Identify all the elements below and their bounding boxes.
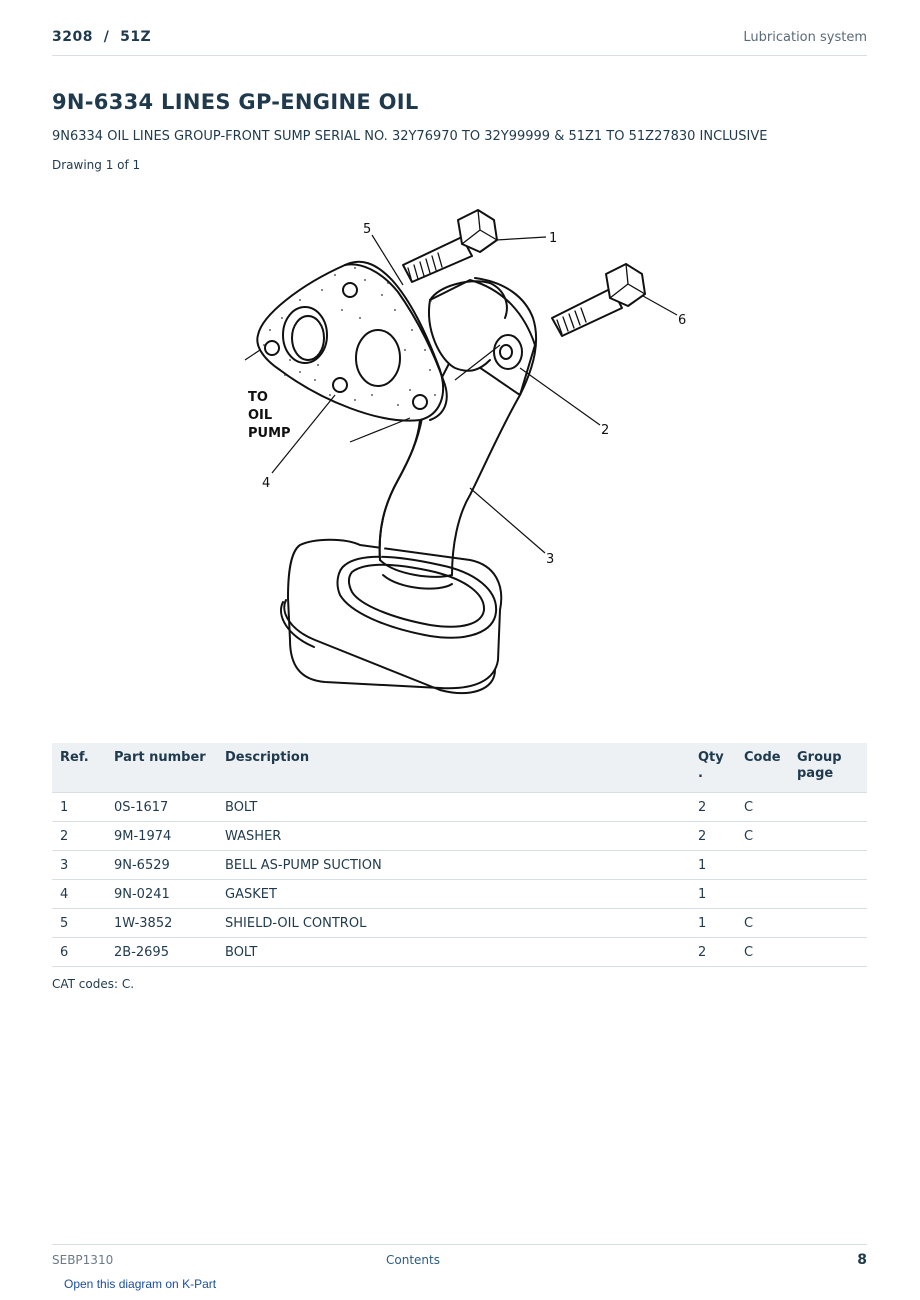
bolt-1 bbox=[403, 210, 497, 282]
callout-3: 3 bbox=[546, 552, 555, 567]
table-row bbox=[52, 822, 867, 851]
page-subtitle: 9N6334 OIL LINES GROUP-FRONT SUMP SERIAL NO. 32Y76970 TO 32Y99999 & 51Z1 TO 51Z27830 INCLUSIVE bbox=[52, 129, 768, 144]
col-part-number: Part number bbox=[106, 743, 217, 793]
cell-qty: 2 bbox=[690, 793, 736, 822]
cell-group-page bbox=[789, 793, 867, 822]
label-pump: PUMP bbox=[248, 426, 291, 441]
cell-qty: 1 bbox=[690, 880, 736, 909]
bolt-6 bbox=[552, 264, 645, 336]
cat-codes-note: CAT codes: C. bbox=[52, 977, 135, 991]
table-header-row bbox=[52, 743, 867, 793]
cell-part-number: 9M-1974 bbox=[106, 822, 217, 851]
cell-part-number: 1W-3852 bbox=[106, 909, 217, 938]
callout-6: 6 bbox=[678, 313, 687, 328]
cell-qty: 1 bbox=[690, 851, 736, 880]
table-row bbox=[52, 938, 867, 967]
page-title: 9N-6334 LINES GP-ENGINE OIL bbox=[52, 90, 419, 114]
callout-1: 1 bbox=[549, 231, 558, 246]
col-qty: Qty . bbox=[690, 743, 736, 793]
cell-ref: 5 bbox=[52, 909, 106, 938]
cell-group-page bbox=[789, 822, 867, 851]
cell-code: C bbox=[736, 909, 789, 938]
cell-group-page bbox=[789, 938, 867, 967]
section-label: Lubrication system bbox=[743, 30, 867, 45]
label-oil: OIL bbox=[248, 408, 273, 423]
cell-qty: 2 bbox=[690, 822, 736, 851]
cell-part-number: 2B-2695 bbox=[106, 938, 217, 967]
col-ref: Ref. bbox=[52, 743, 106, 793]
parts-table bbox=[52, 743, 867, 967]
callout-2: 2 bbox=[601, 423, 610, 438]
contents-link[interactable]: Contents bbox=[386, 1253, 440, 1267]
cell-code bbox=[736, 851, 789, 880]
cell-group-page bbox=[789, 851, 867, 880]
page-number: 8 bbox=[857, 1252, 867, 1268]
cell-ref: 6 bbox=[52, 938, 106, 967]
cell-ref: 3 bbox=[52, 851, 106, 880]
cell-group-page bbox=[789, 909, 867, 938]
table-row bbox=[52, 851, 867, 880]
header-divider bbox=[52, 55, 867, 56]
kpart-diagram-link[interactable]: Open this diagram on K-Part bbox=[64, 1277, 217, 1291]
parts-diagram bbox=[200, 195, 720, 705]
cell-description: WASHER bbox=[217, 822, 690, 851]
drawing-count: Drawing 1 of 1 bbox=[52, 158, 141, 172]
cell-part-number: 9N-6529 bbox=[106, 851, 217, 880]
cell-description: BOLT bbox=[217, 938, 690, 967]
col-group-page: Group page bbox=[789, 743, 867, 793]
table-row bbox=[52, 880, 867, 909]
cell-ref: 2 bbox=[52, 822, 106, 851]
cell-description: BOLT bbox=[217, 793, 690, 822]
cell-ref: 4 bbox=[52, 880, 106, 909]
document-id: SEBP1310 bbox=[52, 1253, 114, 1267]
col-code: Code bbox=[736, 743, 789, 793]
footer-divider bbox=[52, 1244, 867, 1245]
model-label: 3208 / 51Z bbox=[52, 29, 152, 45]
callout-5: 5 bbox=[363, 222, 372, 237]
cell-code: C bbox=[736, 938, 789, 967]
label-to: TO bbox=[248, 390, 268, 405]
flange-bore-right bbox=[356, 330, 400, 386]
cell-code: C bbox=[736, 822, 789, 851]
cell-ref: 1 bbox=[52, 793, 106, 822]
cell-description: BELL AS-PUMP SUCTION bbox=[217, 851, 690, 880]
cell-code: C bbox=[736, 793, 789, 822]
table-row bbox=[52, 909, 867, 938]
cell-description: GASKET bbox=[217, 880, 690, 909]
callout-4: 4 bbox=[262, 476, 271, 491]
washer bbox=[494, 335, 522, 369]
cell-part-number: 9N-0241 bbox=[106, 880, 217, 909]
cell-qty: 1 bbox=[690, 909, 736, 938]
cell-qty: 2 bbox=[690, 938, 736, 967]
col-description: Description bbox=[217, 743, 690, 793]
cell-part-number: 0S-1617 bbox=[106, 793, 217, 822]
table-row bbox=[52, 793, 867, 822]
cell-group-page bbox=[789, 880, 867, 909]
cell-description: SHIELD-OIL CONTROL bbox=[217, 909, 690, 938]
cell-code bbox=[736, 880, 789, 909]
